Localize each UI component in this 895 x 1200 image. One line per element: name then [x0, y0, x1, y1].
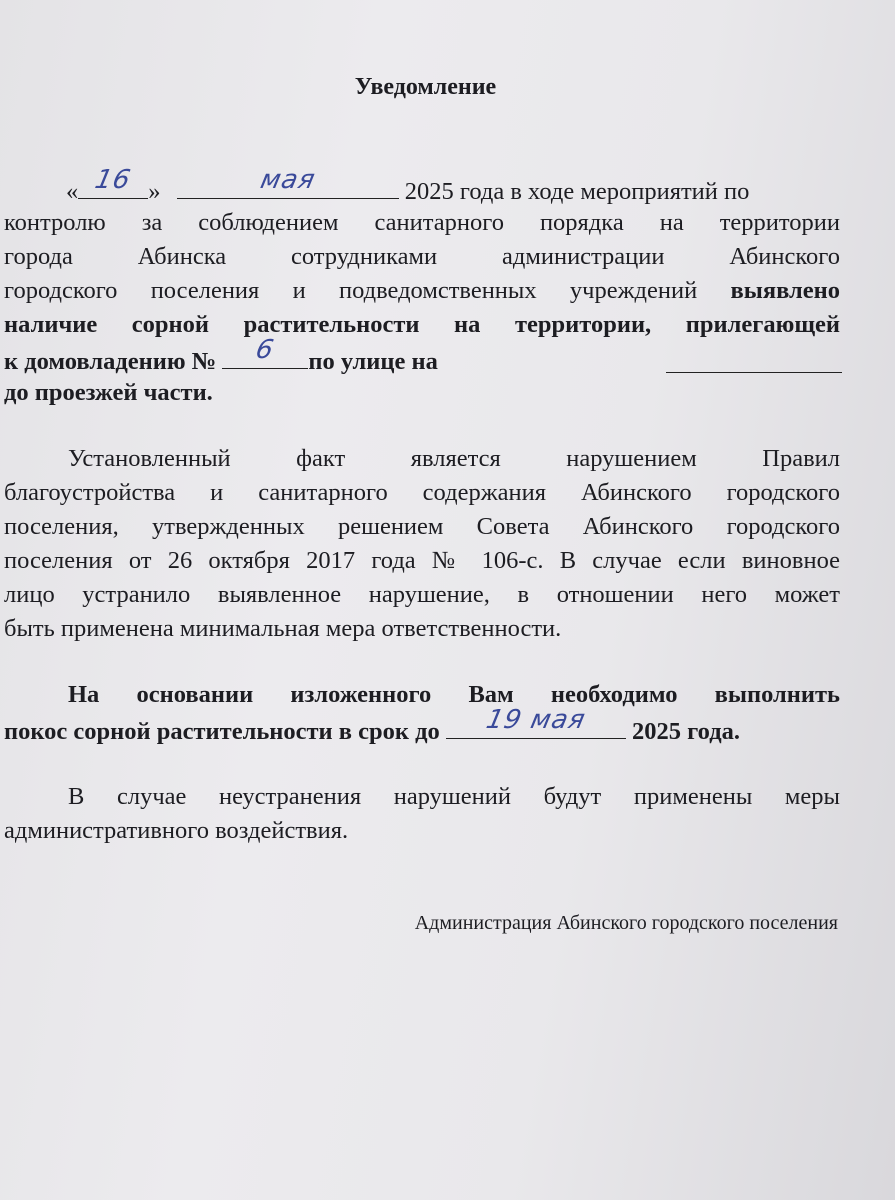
p2-line-5: лицо устранило выявленное нарушение, в отношении него может — [4, 581, 840, 608]
handwritten-day: 16 — [92, 165, 134, 195]
p3-line-1: На основании изложенного Вам необходимо выполнить — [68, 681, 840, 708]
p4-line-1: В случае неустранения нарушений будут применены меры — [68, 783, 840, 810]
p1-line-6: к домовладению № 6 по улице на — [4, 342, 840, 379]
deadline-field — [446, 705, 626, 739]
p3-line-2: покос сорной растительности в срок до 19 мая 2025 года. — [4, 705, 740, 745]
p1-line-7: до проезжей части. — [4, 379, 213, 406]
p1-line-5: наличие сорной растительности на территории, прилегающей — [4, 311, 840, 338]
p1-line-1: « 16 » мая 2025 года в ходе мероприятий по — [66, 165, 750, 205]
p2-line-3: поселения, утвержденных решением Совета Абинского городского — [4, 513, 840, 540]
p2-line-6: быть применена минимальная мера ответственности. — [4, 615, 562, 642]
p2-line-1: Установленный факт является нарушением Правил — [68, 445, 840, 472]
house-number-field — [222, 335, 308, 369]
handwritten-house-number: 6 — [253, 335, 278, 365]
document-title: Уведомление — [354, 74, 497, 100]
month-field — [177, 165, 399, 199]
p1-line-3: города Абинска сотрудниками администрации Абинского — [4, 243, 840, 270]
handwritten-month: мая — [257, 165, 318, 195]
street-field — [666, 346, 842, 373]
signature-line: Администрация Абинского городского поселения — [414, 912, 838, 934]
p2-line-2: благоустройства и санитарного содержания Абинского городского — [4, 479, 840, 506]
day-field — [78, 165, 148, 199]
p4-line-2: административного воздействия. — [4, 817, 349, 844]
p2-line-4: поселения от 26 октября 2017 года № 106-с. В случае если виновное — [4, 547, 840, 574]
p1-line-4: городского поселения и подведомственных учреждений выявлено — [4, 277, 840, 304]
handwritten-deadline: 19 мая — [483, 705, 589, 735]
p1-line-2: контролю за соблюдением санитарного порядка на территории — [4, 209, 840, 236]
